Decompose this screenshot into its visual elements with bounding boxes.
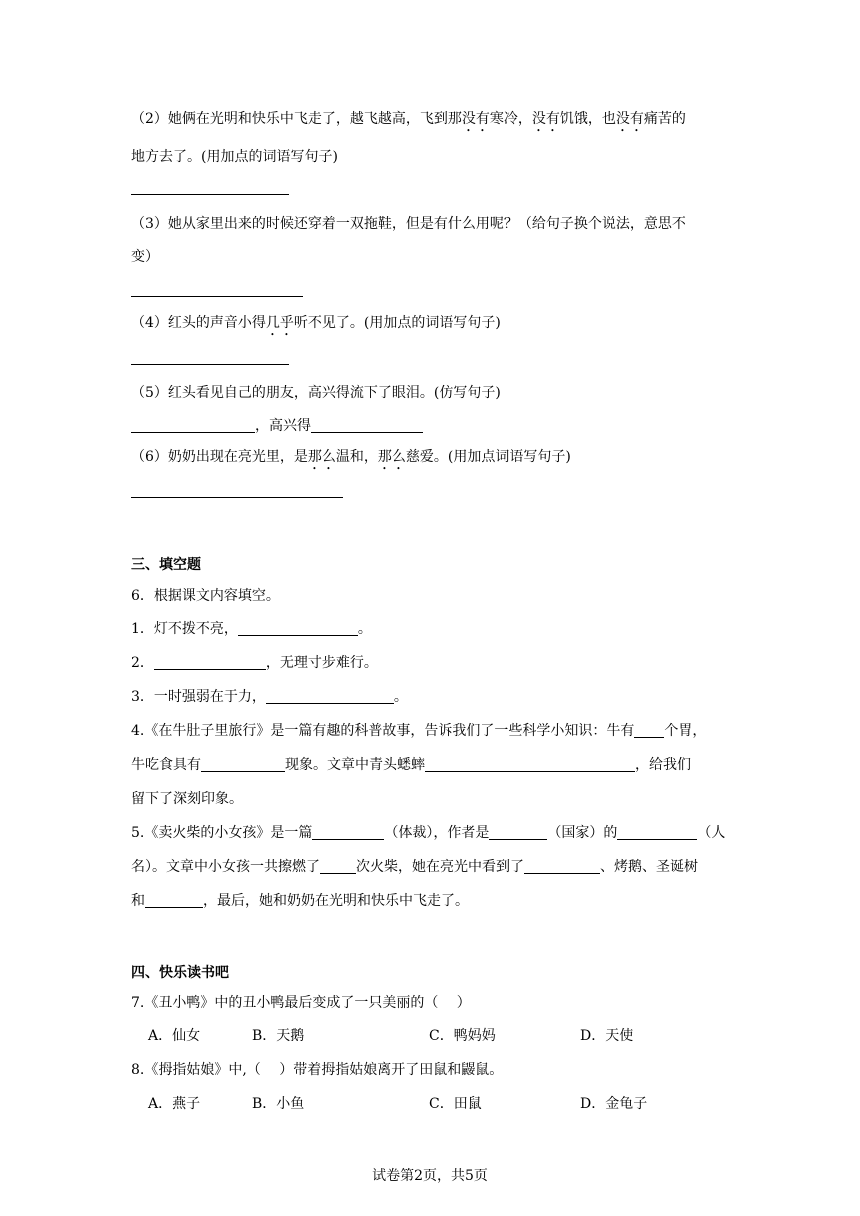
q5-line: （5）红头看见自己的朋友，高兴得流下了眼泪。(仿写句子) bbox=[131, 385, 501, 401]
q5-imitation-line: ，高兴得 bbox=[131, 417, 423, 435]
fill-item-4-line2: 牛吃食具有 现象。文章中青头蟋蟀 ，给我们 bbox=[131, 757, 691, 773]
fill-blank-2[interactable] bbox=[154, 655, 266, 670]
q7-stem: 7.《丑小鸭》中的丑小鸭最后变成了一只美丽的（ ） bbox=[131, 995, 471, 1011]
q3-line2: 变） bbox=[131, 249, 159, 265]
q3-line1: （3）她从家里出来的时候还穿着一双拖鞋，但是有什么用呢？（给句子换个说法，意思不 bbox=[131, 216, 686, 232]
q8-stem: 8.《拇指姑娘》中,（ ）带着拇指姑娘离开了田鼠和鼹鼠。 bbox=[131, 1062, 504, 1078]
fill-blank-4b[interactable] bbox=[201, 757, 285, 772]
fill-item-5-line1: 5.《卖火柴的小女孩》是一篇 （体裁），作者是 （国家）的 （人 bbox=[131, 825, 726, 841]
fill-blank-5a[interactable] bbox=[312, 825, 384, 840]
fill-item-5-line3: 和 ，最后，她和奶奶在光明和快乐中飞走了。 bbox=[131, 893, 469, 909]
q6-line: （6）奶奶出现在亮光里，是那么温和，那么慈爱。(用加点词语写句子) bbox=[131, 449, 571, 465]
q7-option-a[interactable]: A．仙女 bbox=[148, 1028, 201, 1044]
q2-answer-line[interactable] bbox=[131, 194, 289, 195]
fill-blank-4a[interactable] bbox=[634, 723, 664, 738]
fill-blank-3[interactable] bbox=[266, 689, 394, 704]
q2-line1: （2）她俩在光明和快乐中飞走了，越飞越高，飞到那没有寒冷，没有饥饿，也没有痛苦的 bbox=[131, 111, 686, 127]
q5-blank-2[interactable] bbox=[311, 418, 423, 433]
q4-line: （4）红头的声音小得几乎听不见了。(用加点的词语写句子) bbox=[131, 315, 501, 331]
fill-blank-5e[interactable] bbox=[524, 859, 600, 874]
section3-title: 三、填空题 bbox=[131, 557, 201, 573]
q6-fill-intro: 6．根据课文内容填空。 bbox=[131, 588, 280, 604]
page-footer: 试卷第2页，共5页 bbox=[372, 1168, 488, 1184]
fill-item-3: 3．一时强弱在于力， 。 bbox=[131, 689, 408, 705]
fill-blank-5b[interactable] bbox=[489, 825, 547, 840]
q6-answer-line[interactable] bbox=[131, 497, 343, 498]
q8-option-d[interactable]: D．金龟子 bbox=[580, 1096, 648, 1112]
q2-line2: 地方去了。(用加点的词语写句子) bbox=[131, 149, 338, 165]
fill-item-4-line1: 4.《在牛肚子里旅行》是一篇有趣的科普故事，告诉我们了一些科学小知识：牛有 个胃， bbox=[131, 723, 707, 739]
q4-answer-line[interactable] bbox=[131, 364, 289, 365]
fill-item-5-line2: 名）。文章中小女孩一共擦燃了 次火柴，她在亮光中看到了 、烤鹅、圣诞树 bbox=[131, 859, 698, 875]
fill-blank-5c[interactable] bbox=[617, 825, 697, 840]
fill-blank-1[interactable] bbox=[238, 621, 358, 636]
fill-blank-4c[interactable] bbox=[425, 757, 635, 772]
q8-option-a[interactable]: A．燕子 bbox=[148, 1096, 201, 1112]
q8-option-c[interactable]: C．田鼠 bbox=[429, 1096, 482, 1112]
q7-option-d[interactable]: D．天使 bbox=[580, 1028, 634, 1044]
fill-blank-5d[interactable] bbox=[320, 859, 356, 874]
q7-option-c[interactable]: C．鸭妈妈 bbox=[429, 1028, 496, 1044]
fill-item-1: 1．灯不拨不亮， 。 bbox=[131, 621, 372, 637]
q7-option-b[interactable]: B．天鹅 bbox=[252, 1028, 305, 1044]
q5-blank-1[interactable] bbox=[131, 418, 255, 433]
fill-blank-5f[interactable] bbox=[145, 893, 203, 908]
fill-item-4-line3: 留下了深刻印象。 bbox=[131, 791, 243, 807]
fill-item-2: 2． ，无理寸步难行。 bbox=[131, 655, 378, 671]
section4-title: 四、快乐读书吧 bbox=[131, 965, 229, 981]
q3-answer-line[interactable] bbox=[131, 296, 303, 297]
q8-option-b[interactable]: B．小鱼 bbox=[252, 1096, 305, 1112]
